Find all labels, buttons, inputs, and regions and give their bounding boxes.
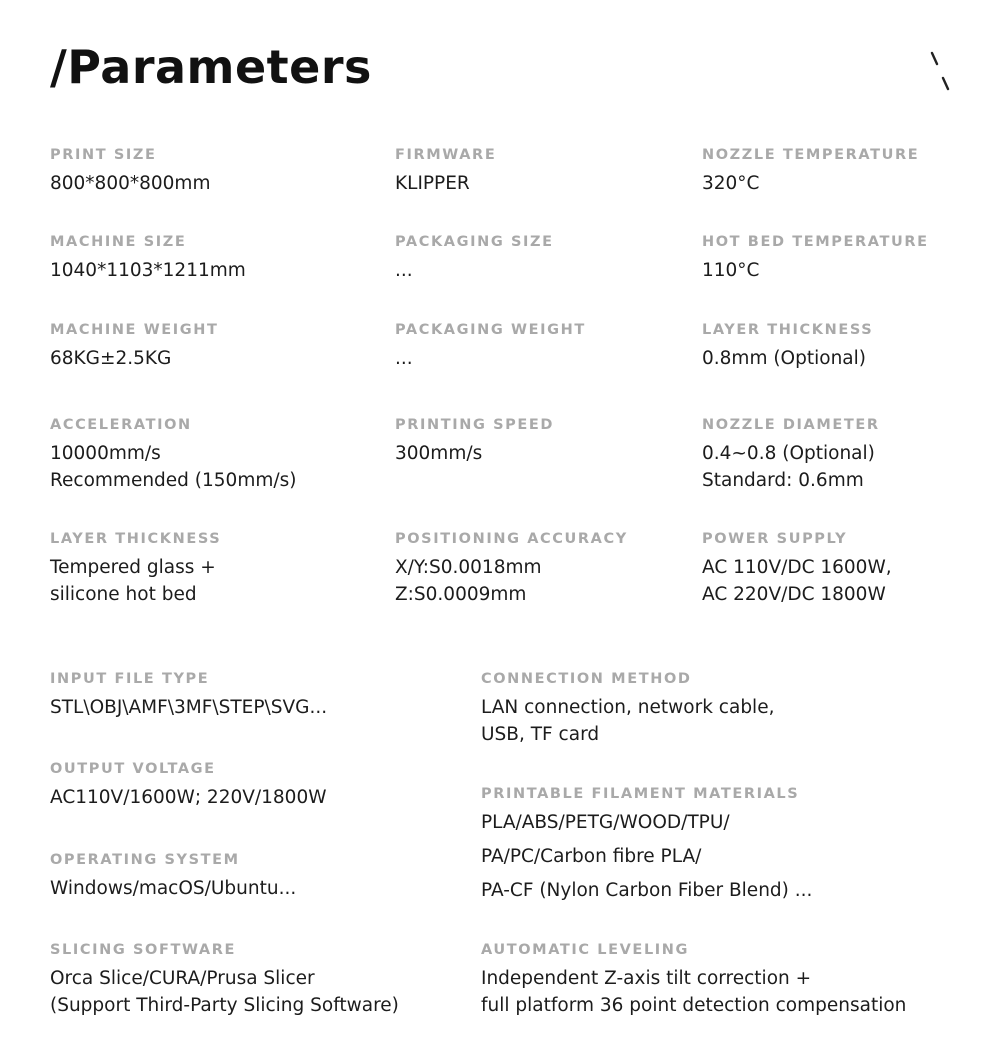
param-label: MACHINE SIZE <box>50 234 187 250</box>
param-operating-system <box>50 851 296 902</box>
param-label: CONNECTION METHOD <box>481 671 692 687</box>
param-label: LAYER THICKNESS <box>702 322 874 338</box>
param-automatic-leveling <box>481 941 906 1019</box>
param-nozzle-temperature <box>702 146 919 197</box>
param-value: AC110V/1600W; 220V/1800W <box>50 787 327 808</box>
param-value: 320°C <box>702 173 760 194</box>
param-machine-weight <box>50 321 219 372</box>
param-value: Tempered glass + silicone hot bed <box>50 557 216 605</box>
param-value: 800*800*800mm <box>50 173 211 194</box>
param-acceleration <box>50 416 296 494</box>
param-label: PRINT SIZE <box>50 147 157 163</box>
param-value: X/Y:S0.0018mm Z:S0.0009mm <box>395 557 542 605</box>
param-value: Windows/macOS/Ubuntu... <box>50 878 297 899</box>
param-layer-thickness-bed <box>50 530 221 608</box>
param-value: 1040*1103*1211mm <box>50 260 246 281</box>
param-label: OUTPUT VOLTAGE <box>50 761 216 777</box>
param-value: ... <box>395 348 413 369</box>
param-power-supply <box>702 530 892 608</box>
param-value: 300mm/s <box>395 443 483 464</box>
param-firmware <box>395 146 496 197</box>
param-printable-filament-materials <box>481 785 812 908</box>
param-packaging-size <box>395 233 554 284</box>
param-label: PACKAGING SIZE <box>395 234 554 250</box>
param-label: PACKAGING WEIGHT <box>395 322 586 338</box>
param-output-voltage <box>50 760 327 811</box>
param-slicing-software <box>50 941 399 1019</box>
param-label: POWER SUPPLY <box>702 531 848 547</box>
param-connection-method <box>481 670 774 748</box>
param-label: AUTOMATIC LEVELING <box>481 942 690 958</box>
param-value: ... <box>395 260 413 281</box>
page-title: /Parameters <box>50 40 372 94</box>
param-printing-speed <box>395 416 554 467</box>
param-value: 68KG±2.5KG <box>50 348 172 369</box>
param-label: PRINTABLE FILAMENT MATERIALS <box>481 786 800 802</box>
param-label: NOZZLE TEMPERATURE <box>702 147 920 163</box>
param-value: 0.8mm (Optional) <box>702 348 866 369</box>
param-hot-bed-temperature <box>702 233 929 284</box>
param-value: 110°C <box>702 260 760 281</box>
param-input-file-type <box>50 670 327 721</box>
param-label: NOZZLE DIAMETER <box>702 417 880 433</box>
param-value: Orca Slice/CURA/Prusa Slicer (Support Third-Party Slicing Software) <box>50 968 399 1016</box>
param-value: STL\OBJ\AMF\3MF\STEP\SVG... <box>50 697 328 718</box>
param-label: POSITIONING ACCURACY <box>395 531 628 547</box>
param-value: 0.4~0.8 (Optional) Standard: 0.6mm <box>702 443 875 491</box>
param-packaging-weight <box>395 321 586 372</box>
param-layer-thickness <box>702 321 873 372</box>
param-label: PRINTING SPEED <box>395 417 555 433</box>
param-value: PLA/ABS/PETG/WOOD/TPU/ PA/PC/Carbon fibre PLA/ PA-CF (Nylon Carbon Fiber Blend) ... <box>481 812 813 901</box>
param-value: KLIPPER <box>395 173 470 194</box>
param-value: LAN connection, network cable, USB, TF card <box>481 697 775 745</box>
param-label: FIRMWARE <box>395 147 497 163</box>
param-nozzle-diameter <box>702 416 880 494</box>
slash-decoration-icon <box>924 48 958 94</box>
param-print-size <box>50 146 210 197</box>
param-label: MACHINE WEIGHT <box>50 322 219 338</box>
param-machine-size <box>50 233 246 284</box>
param-label: ACCELERATION <box>50 417 192 433</box>
param-label: LAYER THICKNESS <box>50 531 222 547</box>
param-label: INPUT FILE TYPE <box>50 671 210 687</box>
param-label: HOT BED TEMPERATURE <box>702 234 929 250</box>
param-label: OPERATING SYSTEM <box>50 852 240 868</box>
param-value: 10000mm/s Recommended (150mm/s) <box>50 443 297 491</box>
param-positioning-accuracy <box>395 530 628 608</box>
param-value: AC 110V/DC 1600W, AC 220V/DC 1800W <box>702 557 892 605</box>
param-label: SLICING SOFTWARE <box>50 942 236 958</box>
param-value: Independent Z-axis tilt correction + full platform 36 point detection compensation <box>481 968 907 1016</box>
